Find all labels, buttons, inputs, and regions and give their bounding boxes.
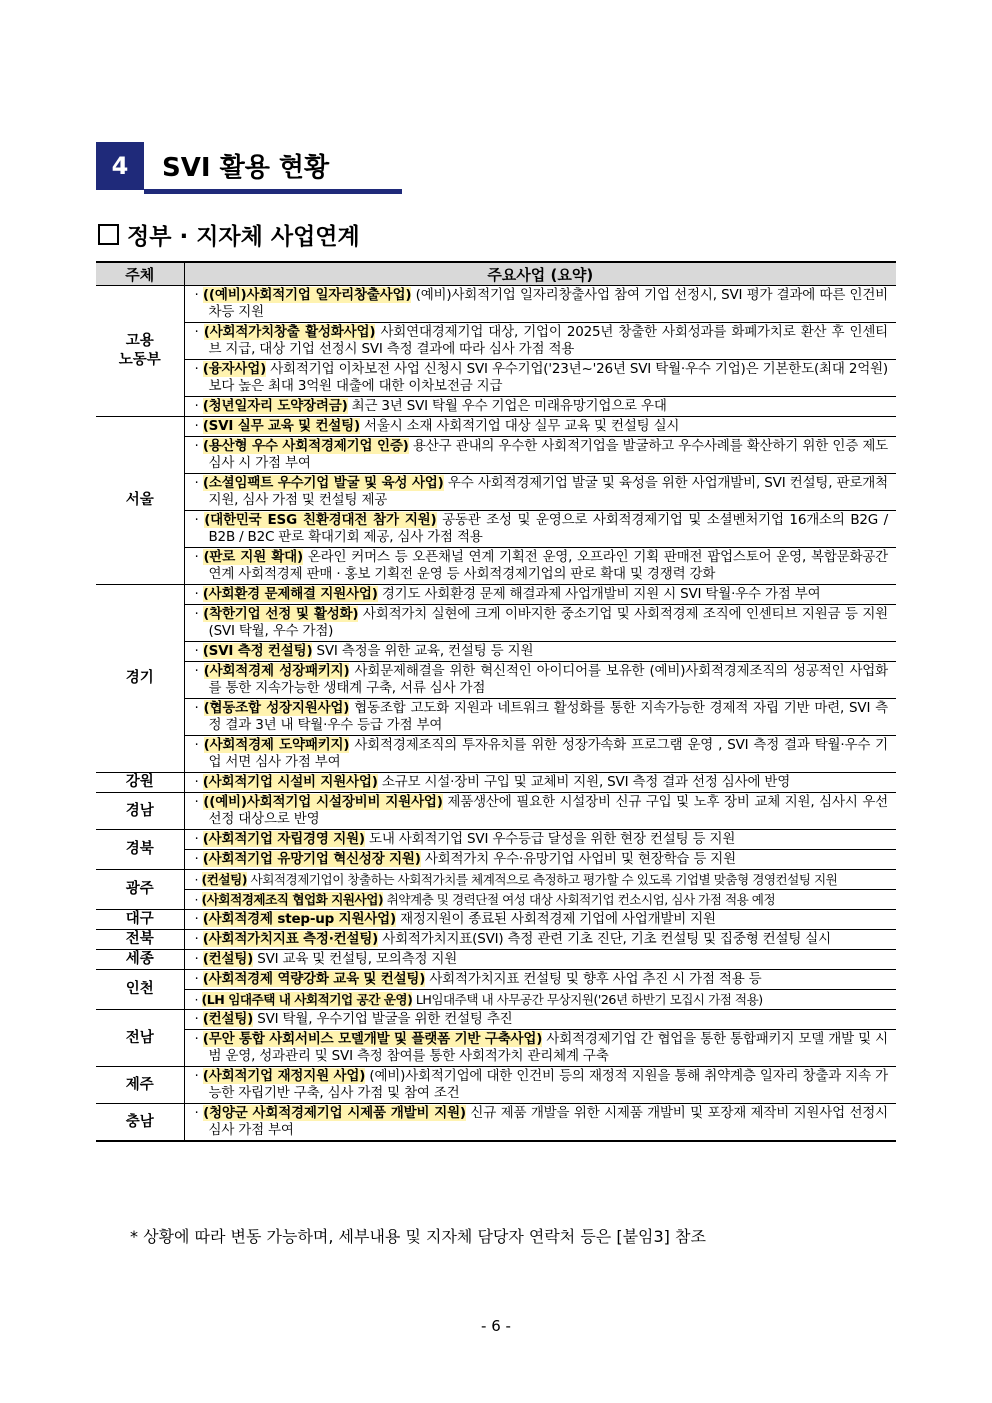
bullet-icon: · bbox=[194, 643, 203, 659]
program-item bbox=[184, 990, 896, 1010]
program-title: (사회적가치창출 활성화사업) bbox=[203, 324, 376, 340]
table-row bbox=[96, 970, 896, 990]
subject-label: 강원 bbox=[125, 774, 154, 790]
program-description: 소규모 시설·장비 구입 및 교체비 지원, SVI 측정 결과 선정 심사에 반영 bbox=[377, 774, 791, 790]
header-programs: 주요사업 (요약) bbox=[184, 262, 896, 286]
subject-label: 광주 bbox=[125, 881, 154, 897]
section-underline bbox=[144, 189, 402, 194]
program-description: SVI 교육 및 컨설팅, 모의측정 지원 bbox=[253, 951, 458, 967]
program-item bbox=[184, 870, 896, 890]
table-row bbox=[96, 793, 896, 830]
program-title: (컨설팅) bbox=[201, 872, 248, 887]
program-description: 사회적경제기업이 창출하는 사회적가치를 체계적으로 측정하고 평가할 수 있도록 기업별 맞춤형 경영컨설팅 지원 bbox=[247, 872, 838, 887]
program-item bbox=[184, 1010, 896, 1030]
program-item bbox=[184, 323, 896, 360]
bullet-icon: · bbox=[194, 992, 202, 1007]
program-description: 사회적기업 이차보전 사업 신청시 SVI 우수기업('23년~'26년 SVI 탁월·우수 기업)은 기본한도(최대 2억원)보다 높은 최대 3억원 대출에 대한 이차보전금 지급 bbox=[208, 361, 888, 394]
bullet-icon: · bbox=[194, 398, 203, 414]
subject-label: 전남 bbox=[125, 1029, 154, 1046]
program-title: (사회적가치지표 측정·컨설팅) bbox=[202, 931, 379, 947]
section-number: 4 bbox=[96, 142, 144, 190]
subject-label: 전북 bbox=[125, 931, 154, 947]
table-body bbox=[96, 286, 896, 1142]
program-title: (사회적경제조직 협업화 지원사업) bbox=[201, 892, 384, 907]
subject-cell bbox=[96, 1104, 184, 1142]
table-row bbox=[96, 511, 896, 548]
checkbox-square-icon bbox=[98, 224, 119, 245]
program-description: 사회연대경제기업 대상, 기업이 2025년 창출한 사회성과를 화폐가치로 환산 후 인센티브 지급, 대상 기업 선정시 SVI 측정 결과에 따라 심사 가점 적용 bbox=[208, 324, 889, 357]
bullet-icon: · bbox=[194, 1105, 204, 1121]
program-description: SVI 탁월, 우수기업 발굴을 위한 컨설팅 추진 bbox=[253, 1011, 513, 1027]
table-row bbox=[96, 642, 896, 662]
subject-label: 경남 bbox=[125, 802, 154, 819]
subject-cell bbox=[96, 417, 184, 585]
program-description: 사회적가치지표 컨설팅 및 향후 사업 추진 시 가점 적용 등 bbox=[425, 971, 762, 987]
subject-cell bbox=[96, 950, 184, 970]
program-description: 우수 사회적경제기업 발굴 및 육성을 위한 사업개발비, SVI 컨설팅, 판로개척 지원, 심사 가점 및 컨설팅 제공 bbox=[208, 475, 888, 508]
table-header-row bbox=[96, 262, 896, 286]
subsection-title: 정부 · 지자체 사업연계 bbox=[127, 224, 360, 250]
bullet-icon: · bbox=[194, 512, 205, 528]
program-description: 공동관 조성 및 운영으로 사회적경제기업 및 소셜벤처기업 16개소의 B2G / B2B / B2C 판로 확대기회 제공, 심사 가점 적용 bbox=[208, 512, 888, 545]
bullet-icon: · bbox=[194, 931, 203, 947]
subject-cell bbox=[96, 910, 184, 930]
program-title: (사회환경 문제해결 지원사업) bbox=[202, 586, 378, 602]
bullet-icon: · bbox=[194, 475, 203, 491]
program-item bbox=[184, 910, 896, 930]
program-title: (용산형 우수 사회적경제기업 인증) bbox=[202, 438, 409, 454]
subject-cell bbox=[96, 970, 184, 1010]
bullet-icon: · bbox=[194, 951, 203, 967]
program-description: 사회적가치지표(SVI) 측정 관련 기초 진단, 기초 컨설팅 및 집중형 컨설팅 실시 bbox=[378, 931, 831, 947]
bullet-icon: · bbox=[194, 794, 204, 810]
table-row bbox=[96, 437, 896, 474]
program-description: (예비)사회적기업에 대한 인건비 등의 재정적 지원을 통해 취약계층 일자리 창출과 지속 가능한 자립기반 구축, 심사 가점 및 참여 조건 bbox=[208, 1068, 888, 1101]
program-description: 사회적경제기업 간 협업을 통한 통합패키지 모델 개발 및 시범 운영, 성과관리 및 SVI 측정 참여를 통한 사회적가치 관리체계 구축 bbox=[208, 1031, 888, 1064]
bullet-icon: · bbox=[194, 287, 203, 303]
program-item bbox=[184, 930, 896, 950]
table-row bbox=[96, 286, 896, 323]
section-title: SVI 활용 현황 bbox=[162, 153, 330, 183]
program-item bbox=[184, 397, 896, 417]
section-header bbox=[96, 142, 402, 195]
subject-label: 경기 bbox=[125, 670, 154, 686]
program-title: (청년일자리 도약장려금) bbox=[202, 398, 348, 414]
program-title: (사회적경제 도약패키지) bbox=[203, 737, 350, 753]
program-description: 도내 사회적기업 SVI 우수등급 달성을 위한 현장 컨설팅 등 지원 bbox=[364, 831, 736, 847]
table-row bbox=[96, 736, 896, 773]
program-item bbox=[184, 585, 896, 605]
bullet-icon: · bbox=[194, 872, 202, 887]
program-description: 서울시 소재 사회적기업 대상 실무 교육 및 컨설팅 실시 bbox=[359, 418, 680, 434]
program-title: (사회적경제 역량강화 교육 및 컨설팅) bbox=[202, 971, 426, 987]
program-item bbox=[184, 850, 896, 870]
program-description: 용산구 관내의 우수한 사회적기업을 발굴하고 우수사례를 확산하기 위한 인증 제도 심사 시 가점 부여 bbox=[208, 438, 889, 471]
program-description: 제품생산에 필요한 시설장비 신규 구입 및 노후 장비 교체 지원, 심사시 우선 선정 대상으로 반영 bbox=[208, 794, 889, 827]
table-row bbox=[96, 910, 896, 930]
subject-label: 고용 노동부 bbox=[118, 333, 161, 368]
bullet-icon: · bbox=[194, 737, 204, 753]
bullet-icon: · bbox=[194, 361, 203, 377]
table-row bbox=[96, 699, 896, 736]
program-item bbox=[184, 773, 896, 793]
program-title: (사회적경제 step-up 지원사업) bbox=[202, 911, 396, 927]
program-description: 온라인 커머스 등 오픈채널 연계 기획전 운영, 오프라인 기획 판매전 팝업스토어 운영, 복합문화공간 연계 사회적경제 판매 · 홍보 기획전 운영 등 사회적경제기업의 판로 확대 및 경쟁력 강화 bbox=[208, 549, 888, 582]
program-item bbox=[184, 360, 896, 397]
program-item bbox=[184, 699, 896, 736]
program-title: (컨설팅) bbox=[202, 1011, 254, 1027]
table-row bbox=[96, 662, 896, 699]
program-title: (대한민국 ESG 친환경대전 참가 지원) bbox=[204, 512, 437, 528]
bullet-icon: · bbox=[194, 971, 203, 987]
program-item bbox=[184, 890, 896, 910]
bullet-icon: · bbox=[194, 774, 203, 790]
table-row bbox=[96, 850, 896, 870]
table-row bbox=[96, 950, 896, 970]
table-row bbox=[96, 773, 896, 793]
subject-label: 충남 bbox=[125, 1113, 154, 1130]
program-item bbox=[184, 1104, 896, 1142]
subject-cell bbox=[96, 930, 184, 950]
bullet-icon: · bbox=[194, 851, 203, 867]
program-description: 사회적가치 우수·유망기업 사업비 및 현장학습 등 지원 bbox=[420, 851, 736, 867]
table-row bbox=[96, 397, 896, 417]
program-item bbox=[184, 830, 896, 850]
program-item bbox=[184, 511, 896, 548]
bullet-icon: · bbox=[194, 1011, 203, 1027]
program-description: 최근 3년 SVI 탁월 우수 기업은 미래유망기업으로 우대 bbox=[347, 398, 667, 414]
program-item bbox=[184, 474, 896, 511]
program-item bbox=[184, 1030, 896, 1067]
program-title: (융자사업) bbox=[202, 361, 267, 377]
subject-cell bbox=[96, 793, 184, 830]
subject-cell bbox=[96, 585, 184, 773]
program-title: (소셜임팩트 우수기업 발굴 및 육성 사업) bbox=[202, 475, 444, 491]
table-row bbox=[96, 1010, 896, 1030]
program-item bbox=[184, 642, 896, 662]
program-title: (사회적기업 시설비 지원사업) bbox=[202, 774, 378, 790]
table-row bbox=[96, 605, 896, 642]
program-title: ((예비)사회적기업 일자리창출사업) bbox=[202, 287, 412, 303]
table-row bbox=[96, 1030, 896, 1067]
program-title: (착한기업 선정 및 활성화) bbox=[203, 606, 359, 622]
program-item bbox=[184, 793, 896, 830]
subject-cell bbox=[96, 870, 184, 910]
program-description: 사회적가치 실현에 크게 이바지한 중소기업 및 사회적경제 조직에 인센티브 지원금 등 지원(SVI 탁월, 우수 가점) bbox=[208, 606, 888, 639]
program-item bbox=[184, 736, 896, 773]
page-number: - 6 - bbox=[481, 1317, 511, 1335]
program-title: (사회적경제 성장패키지) bbox=[203, 663, 350, 679]
program-title: (사회적기업 자립경영 지원) bbox=[202, 831, 365, 847]
bullet-icon: · bbox=[194, 1068, 203, 1084]
subject-label: 경북 bbox=[125, 841, 154, 857]
program-title: (사회적기업 유망기업 혁신성장 지원) bbox=[202, 851, 421, 867]
bullet-icon: · bbox=[194, 831, 203, 847]
subject-label: 서울 bbox=[125, 492, 154, 508]
table-row bbox=[96, 474, 896, 511]
program-description: 신규 제품 개발을 위한 시제품 개발비 및 포장재 제작비 지원사업 선정시 심사 가점 부여 bbox=[208, 1105, 888, 1138]
program-description: SVI 측정을 위한 교육, 컨설팅 등 지원 bbox=[312, 643, 534, 659]
subject-cell bbox=[96, 286, 184, 417]
table-row bbox=[96, 417, 896, 437]
footnote: * 상황에 따라 변동 가능하며, 세부내용 및 지자체 담당자 연락처 등은 [붙임3] 참조 bbox=[130, 1227, 706, 1246]
program-item bbox=[184, 1067, 896, 1104]
program-title: ((예비)사회적기업 시설장비비 지원사업) bbox=[203, 794, 443, 810]
program-description: 경기도 사회환경 문제 해결과제 사업개발비 지원 시 SVI 탁월·우수 가점 부여 bbox=[377, 586, 821, 602]
header-subject: 주체 bbox=[96, 262, 184, 286]
program-description: 사회적경제조직의 투자유치를 위한 성장가속화 프로그램 운영 , SVI 측정 결과 탁월·우수 기업 서면 심사 가점 부여 bbox=[208, 737, 888, 770]
program-item bbox=[184, 548, 896, 585]
subject-cell bbox=[96, 1067, 184, 1104]
program-title: (SVI 측정 컨설팅) bbox=[202, 643, 313, 659]
program-title: (컨설팅) bbox=[202, 951, 254, 967]
bullet-icon: · bbox=[194, 418, 203, 434]
bullet-icon: · bbox=[194, 324, 204, 340]
program-title: (LH 임대주택 내 사회적기업 공간 운영) bbox=[201, 992, 413, 1007]
bullet-icon: · bbox=[194, 549, 204, 565]
program-description: LH임대주택 내 사무공간 무상지원('26년 하반기 모집시 가점 적용) bbox=[412, 992, 763, 1007]
table-row bbox=[96, 830, 896, 850]
program-title: (사회적기업 재정지원 사업) bbox=[202, 1068, 366, 1084]
program-item bbox=[184, 417, 896, 437]
program-table bbox=[96, 261, 896, 1142]
bullet-icon: · bbox=[194, 1031, 203, 1047]
table-row bbox=[96, 870, 896, 890]
program-title: (무안 통합 사회서비스 모델개발 및 플랫폼 기반 구축사업) bbox=[202, 1031, 543, 1047]
program-title: (청양군 사회적경제기업 시제품 개발비 지원) bbox=[203, 1105, 466, 1121]
table-row bbox=[96, 930, 896, 950]
program-item bbox=[184, 605, 896, 642]
subject-cell bbox=[96, 773, 184, 793]
program-item bbox=[184, 970, 896, 990]
program-item bbox=[184, 950, 896, 970]
bullet-icon: · bbox=[194, 663, 204, 679]
table-row bbox=[96, 548, 896, 585]
table-row bbox=[96, 323, 896, 360]
subject-label: 세종 bbox=[125, 951, 154, 967]
table-row bbox=[96, 990, 896, 1010]
bullet-icon: · bbox=[194, 911, 203, 927]
table-row bbox=[96, 360, 896, 397]
program-description: 재정지원이 종료된 사회적경제 기업에 사업개발비 지원 bbox=[395, 911, 716, 927]
subsection-heading bbox=[98, 218, 360, 251]
bullet-icon: · bbox=[194, 586, 203, 602]
subject-label: 인천 bbox=[125, 981, 154, 997]
program-description: 취약계층 및 경력단절 여성 대상 사회적기업 컨소시엄, 심사 가점 적용 예정 bbox=[383, 892, 776, 907]
subject-cell bbox=[96, 830, 184, 870]
bullet-icon: · bbox=[194, 892, 202, 907]
table-row bbox=[96, 890, 896, 910]
subject-cell bbox=[96, 1010, 184, 1067]
bullet-icon: · bbox=[194, 438, 203, 454]
table-row bbox=[96, 585, 896, 605]
program-item bbox=[184, 286, 896, 323]
table-row bbox=[96, 1067, 896, 1104]
program-description: 사회문제해결을 위한 혁신적인 아이디어를 보유한 (예비)사회적경제조직의 성공적인 사업화를 통한 지속가능한 생태계 구축, 서류 심사 가점 bbox=[208, 663, 888, 696]
program-description: 협동조합 고도화 지원과 네트워크 활성화를 통한 지속가능한 경제적 자립 기반 마련, SVI 측정 결과 3년 내 탁월·우수 등급 가점 부여 bbox=[208, 700, 888, 733]
subject-label: 제주 bbox=[125, 1076, 154, 1093]
program-title: (협동조합 성장지원사업) bbox=[203, 700, 350, 716]
program-description: (예비)사회적기업 일자리창출사업 참여 기업 선정시, SVI 평가 결과에 따른 인건비 차등 지원 bbox=[208, 287, 888, 320]
subject-label: 대구 bbox=[125, 911, 154, 927]
program-title: (SVI 실무 교육 및 컨설팅) bbox=[202, 418, 360, 434]
bullet-icon: · bbox=[194, 606, 204, 622]
program-item bbox=[184, 662, 896, 699]
program-title: (판로 지원 확대) bbox=[203, 549, 303, 565]
table-row bbox=[96, 1104, 896, 1142]
bullet-icon: · bbox=[194, 700, 204, 716]
program-item bbox=[184, 437, 896, 474]
